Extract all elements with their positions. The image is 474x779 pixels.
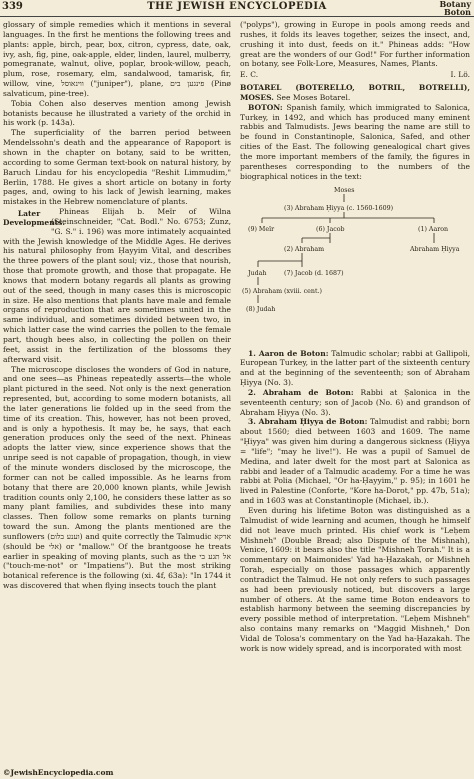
signature-line <box>240 70 470 80</box>
paragraph: Tobia Cohen also deserves mention among Jewish botanists because he illustrated a variety of the orchid in his work (p. 143a). <box>3 98 231 128</box>
site-watermark: ©JewishEncyclopedia.com <box>3 768 114 777</box>
entry-text: Talmudist and rabbi; born about 1560; died between 1603 and 1609. The name "Ḥiyya" was given him during a dangerous sickness (Ḥiyya = "life"; "may he live!"). He was a pupil of Samuel de Medina, and later dwelt for the most part at Salonica as rabbi and leader of a Talmudic academy. For a time he was rabbi at Polia (Michael, "Or ha-Ḥayyim," p. 95); in 1601 he lived in Palestine (Conforte, "Kore ha-Dorot," pp. 47b, 51a); and in 1603 was at Constantinople (Michael, ib.). <box>240 417 470 506</box>
tree-node-aaron-1: (1) Aaron <box>418 225 449 233</box>
article-text: Spanish family, which immigrated to Salonica, Turkey, in 1492, and which has produced many eminent rabbis and Talmudists. Jews bearing the name are still to be found in Constantinople, Salonica, Safed, and other cities of the East. The following genealogical chart gives the more important members of the family, the figures in parentheses corresponding to the numbers of the biographical notices in the text: <box>240 102 470 181</box>
signature-right: I. Lö. <box>450 70 470 80</box>
entry-aaron <box>240 349 470 388</box>
running-head-2: Boton <box>444 7 471 17</box>
paragraph: Even during his lifetime Boton was distinguished as a Talmudist of wide learning and acumen, though he himself did not leave much printed. His chief work is "Leḥem Mishneh" (Double Bread; also Dispute of the Mishnah), Venice, 1609: it bears also the title "Mishneh Torah." It is a commentary on Maimonides' Yad ha-Ḥazakah, or Mishneh Torah, especially on those passages which apparently contradict the Talmud. He not only refers to such passages as had been previously noticed, but discovers a large number of others. At the same time Boton endeavors to establish harmony between the seeming discrepancies by every possible method of interpretation. "Leḥem Mishneh" also contains many remarks on "Maggid Mishneh," Don Vidal de Tolosa's commentary on the Yad ha-Ḥazakah. The work is now widely spread, and is incorporated with most <box>240 506 470 653</box>
article-boton <box>240 103 470 182</box>
tree-node-jacob-6: (6) Jacob <box>316 225 345 233</box>
tree-node-abraham-2: (2) Abraham <box>284 245 325 253</box>
page-title: THE JEWISH ENCYCLOPEDIA <box>147 1 327 12</box>
tree-node-meir-9: (9) Meïr <box>248 225 275 233</box>
entry-heading: 2. Abraham de Boton: <box>248 387 354 397</box>
paragraph-with-sidenote <box>3 207 231 365</box>
tree-node-jacob-7: (7) Jacob (d. 1687) <box>284 269 344 277</box>
entry-text: Rabbi at Ṣalonica in the seventeenth century; son of Jacob (No. 6) and grandson of Abraham Ḥiyya (No. 3). <box>240 387 470 417</box>
paragraph: glossary of simple remedies which it mentions in several languages. In the first he mentions the following trees and plants: apple, birch, pear, box, citron, cypress, date, oak, ivy, ash, fig, pine, oak-apple, elder, linden, laurel, mulberry, pomegranate, walnut, olive, poplar, brook-willow, peach, plum, rose, rosemary, elm, sandalwood, tamarisk, fir, willow, vine, ווינאוסל ("juniper"), plane, פינגען בים (Pinø salvaticum, pine-tree). <box>3 20 231 98</box>
tree-node-abraham-hiyya-3: (3) Abraham Ḥiyya (c. 1560-1609) <box>284 204 394 212</box>
paragraph: ("polyps"), growing in Europe in pools among reeds and rushes, it folds its leaves together, seizes the insect, and, crushing it into dust, feeds on it." Phineas adds: "How great are the wonders of our God!" For further information on botany, see Folk-Lore, Measures, Names, Plants. <box>240 20 470 69</box>
article-see: See Moses Botarel. <box>276 92 351 102</box>
page-header <box>0 0 474 17</box>
paragraph: The superficiality of the barren period between Mendelssohn's death and the appearance of Rapoport is shown in the chapter on botany, said to be written, according to some German text-book on natural history, by Baruch Lindau for his encyclopedia "Reshit Limmudim," Berlin, 1788. He gives a short article on botany in forty pages, and, owing to his lack of Jewish learning, makes mistakes in the Hebrew nomenclature of plants. <box>3 128 231 207</box>
article-botarel <box>240 83 470 103</box>
sidenote: Later Developments. <box>3 209 65 228</box>
tree-node-judah-8: (8) Judah <box>246 305 276 313</box>
running-head <box>440 0 471 16</box>
entry-heading: 3. Abraham Ḥiyya de Boton: <box>248 417 368 427</box>
entry-abraham <box>240 388 470 418</box>
entry-text: Talmudic scholar; rabbi at Gallipoli, European Turkey, in the latter part of the sixteenth century and at the beginning of the seventeenth; son of Abraham Ḥiyya (No. 3). <box>240 348 470 388</box>
paragraph: The microscope discloses the wonders of God in nature, and one sees—as Phineas repeatedly asserts—the whole plant pictured in the seed. Not only is the next generation represented, but, according to some modern botanists, all the later generations lie folded up in the seed from the time of its creation. This, however, has not been proved, and is only a hypothesis. It may be, he says, that each generation produces only the seed of the next. Phineas adopts the latter view, since experience shows that the unripe seed is not capable of propagation, though, in view of the minute wonders disclosed by the microscope, the former can not be called impossible. As he learns from botany that there are 20,000 known plants, while Jewish tradition counts only 2,100, he considers these latter as so many plant families, and subdivides these into many classes. Then follow some remarks on plants turning toward the sun. Among the plants mentioned are the sunflowers (וענע בלום) and quite correctly the Talmudic ארקא (should be אלי) or "mallow." Of the brantgoose he treats earlier in speaking of moving plants, such as the אל תגע בי ("touch-me-not" or "Impatiens"). But the most striking botanical reference is the following (xi. 4f, 63a): "In 1744 it was discovered that when flying insects touch the plant <box>3 364 232 591</box>
paragraph-text: Phineas Elijah b. Meïr of Wilna (Steinschneider, "Cat. Bodl." No. 6753; Zunz, "G. S." i. 196) was more intimately acquainted with the Jewish knowledge of the Middle Ages. He derives his natural philosophy from Ḥayyim Vital, and describes the three powers of the plant soul; viz., those that nourish, those that promote growth, and those that propagate. He knows that modern botany regards all plants as growing out of the seed, though in many cases this is microscopic in size. He also mentions that plants have male and female organs of reproduction that are sometimes united in the same individual, and sometimes divided between two, in which latter case the wind carries the pollen to the female part, though bees also, in collecting the pollen on their feet, assist in the fertilization of the blossoms they afterward visit. <box>3 207 231 364</box>
tree-node-moses: Moses <box>334 186 355 194</box>
left-column <box>3 20 231 591</box>
tree-node-abraham-hiyya: Abraham Ḥiyya <box>410 245 460 253</box>
entry-abraham-hiyya <box>240 417 470 506</box>
right-column <box>240 20 470 654</box>
genealogical-chart <box>240 185 470 345</box>
entry-heading: 1. Aaron de Boton: <box>248 348 329 358</box>
tree-node-abraham-5: (5) Abraham (xviii. cent.) <box>242 287 322 295</box>
signature-left: E. C. <box>240 70 259 80</box>
running-head-1: Botany <box>439 0 471 9</box>
article-heading: BOTAREL (BOTERELLO, BOTRIL, BOTRELLI), MOSES. <box>240 83 470 102</box>
article-heading: BOTON: <box>248 102 283 112</box>
page-number: 339 <box>2 1 23 12</box>
tree-node-judah: Judah <box>248 269 267 277</box>
